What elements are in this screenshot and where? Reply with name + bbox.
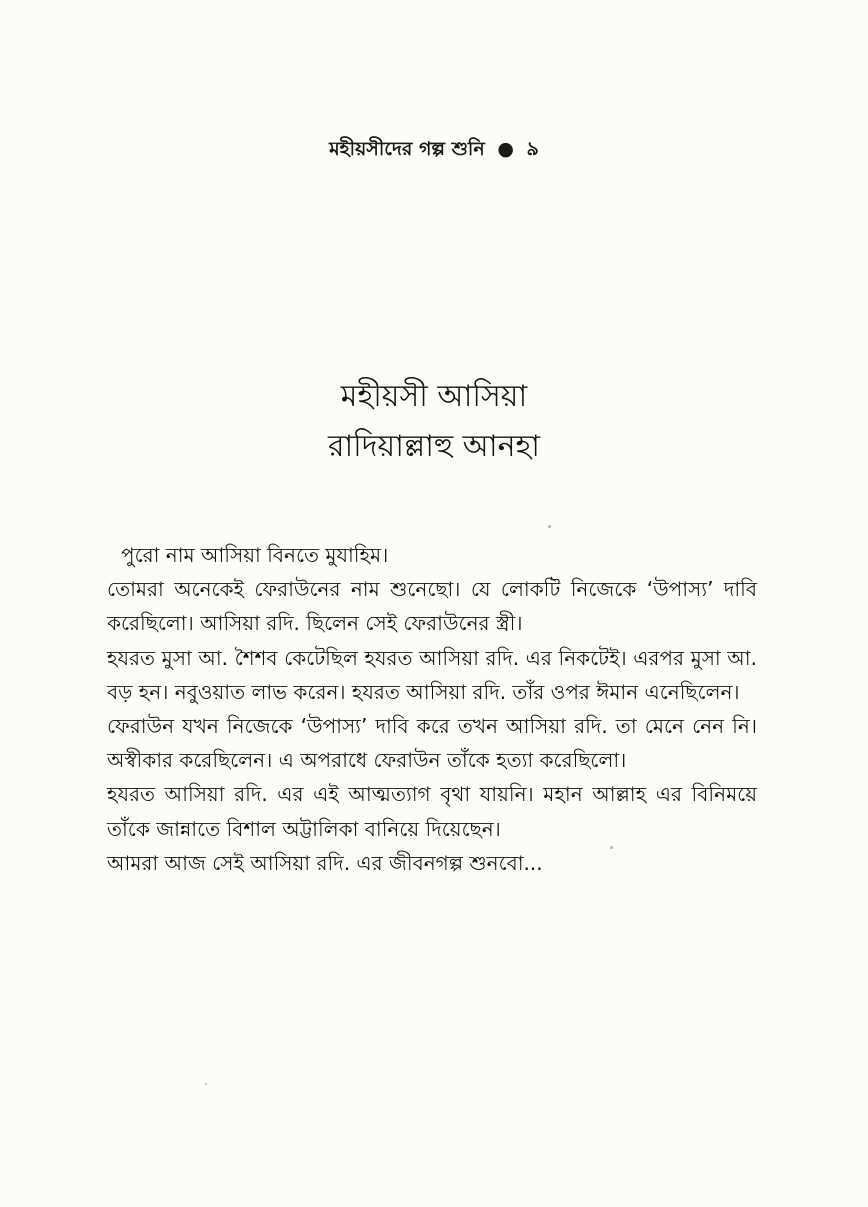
paragraph: হযরত আসিয়া রদি. এর এই আত্মত্যাগ বৃথা যায়নি। মহান আল্লাহ এর বিনিময়ে তাঁকে জান্নাতে বিশাল অট্টালিকা বানিয়ে দিয়েছেন। — [107, 782, 757, 841]
paper-speck — [548, 525, 551, 528]
paper-speck — [205, 1083, 207, 1085]
paragraph: হযরত মুসা আ. শৈশব কেটেছিল হযরত আসিয়া রদি. এর নিকটেই। এরপর মুসা আ. বড় হন। নবুওয়াত লাভ করেন। হযরত আসিয়া রদি. তাঁর ওপর ঈমান এনেছিলেন। — [107, 645, 757, 704]
paragraph: ফেরাউন যখন নিজেকে ‘উপাস্য’ দাবি করে তখন আসিয়া রদি. তা মেনে নেন নি। অস্বীকার করেছিলেন। এ অপরাধে ফেরাউন তাঁকে হত্যা করেছিলো। — [107, 714, 757, 773]
header-separator: ● — [497, 138, 514, 160]
running-header — [0, 136, 868, 162]
chapter-title-line-2: রাদিয়াল্লাহু আনহা — [327, 429, 540, 464]
body-text — [107, 538, 757, 880]
paragraph: তোমরা অনেকেই ফেরাউনের নাম শুনেছো। যে লোকটি নিজেকে ‘উপাস্য’ দাবি করেছিলো। আসিয়া রদি. ছিলেন সেই ফেরাউনের স্ত্রী। — [107, 577, 757, 636]
chapter-title — [0, 372, 868, 472]
page-number: ৯ — [526, 138, 539, 160]
paragraph: পুরো নাম আসিয়া বিনতে মুযাহিম। — [121, 543, 389, 567]
book-title: মহীয়সীদের গল্প শুনি — [329, 138, 485, 160]
chapter-title-line-1: মহীয়সী আসিয়া — [340, 379, 528, 414]
paragraph: আমরা আজ সেই আসিয়া রদি. এর জীবনগল্প শুনবো... — [107, 850, 543, 875]
